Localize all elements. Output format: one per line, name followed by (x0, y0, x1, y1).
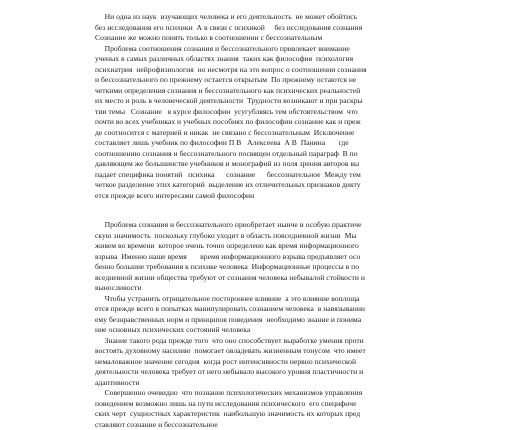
text-line: ставляют сознание и бессознательное (95, 420, 500, 430)
text-line: ученых в самых различных областях знания таких как философия психология (95, 54, 500, 65)
text-line: Проблема сознания и бессознательного приобретает нынче и особую практиче (95, 220, 500, 231)
text-line: ется прежде всего в попытках манипулировать сознанием человека в навязывании (95, 304, 500, 315)
text-line: составляет лишь учебник по философии П В Алексеева А В Панина где (95, 138, 500, 149)
paragraph-group-1 (95, 12, 500, 201)
text-line: Чтобы устранить отрицательное постороннее влияние а это влияние воплоща (95, 294, 500, 305)
text-line: четкими определения сознания и бессознательного как психических реальностей (95, 86, 500, 97)
text-line: ему безнравственных норм и принципов поведения необходимо знание и понима (95, 315, 500, 326)
text-line: Ни одна из наук изучающих человека и его деятельность не может обойтись (95, 12, 500, 23)
text-line: соотношению сознания и бессознательного посвящен отдельный параграф В по (95, 149, 500, 160)
text-line: де соотносится с материей и никак не связано с бессознательным Исключение (95, 128, 500, 139)
text-line: выносливости (95, 283, 500, 294)
text-line: бенно большие требования к психике человека Информационные процессы в по (95, 262, 500, 273)
text-line: деятельности человека требует от него небывало высокого уровня пластичности и (95, 367, 500, 378)
text-line: ских черт сущностных характеристик наибольшую значимость их которых пред (95, 409, 500, 420)
text-line: ется прежде всего интересами самой философии (95, 191, 500, 202)
text-line: вседневной жизни общества требуют от сознания человека небывалой стойкости и (95, 273, 500, 284)
text-line: скую значимость поскольку глубоко уходит в область повседневной жизни Мы (95, 231, 500, 242)
text-line: психиатрия нейрофизиология но несмотря на это вопрос о соотношении сознания (95, 65, 500, 76)
text-line: четкое разделение этих категорий выделение их отличительных признаков дикту (95, 180, 500, 191)
text-line: падает специфика понятий психика сознание бессознательное Между тем (95, 170, 500, 181)
text-line: Знание такого рода прежде того что оно способствует выработке умения проти (95, 336, 500, 347)
text-line: давляющем же большинстве учебников и монографий из поля зрения авторов вы (95, 159, 500, 170)
text-line: живем во времени которое очень точно определено как время информационного (95, 241, 500, 252)
text-line: Проблема соотношения сознания и бессознательного привлекает внимание (95, 44, 500, 55)
text-line: ние основных психических состояний человека (95, 325, 500, 336)
text-line: Совершенно очевидно что познание психологических механизмов управления (95, 388, 500, 399)
paragraph-group-2 (95, 220, 500, 430)
text-line: Сознание же можно понять только в соотношении с бессознательным (95, 33, 500, 44)
text-line: их место и роль в человеческой деятельности Трудности возникают и при раскры (95, 96, 500, 107)
text-line: немаловажное значение сегодня когда рост интенсивности нервно психической (95, 357, 500, 368)
text-line: и бессознательного по прежнему остается открытым По прежнему остаются не (95, 75, 500, 86)
document-text (95, 12, 500, 430)
text-line: почти во всех учебниках и учебных пособиях по философии сознание как и преж (95, 117, 500, 128)
text-line: без исследования его психики А в связи с психикой без исследования сознания (95, 23, 500, 34)
paragraph-gap (95, 201, 500, 220)
text-line: поведением возможно лишь на пути исследования психического его специфиче (95, 399, 500, 410)
text-line: востоять духовному насилию помогает овладевать жизненным тонусом что имеет (95, 346, 500, 357)
text-line: взрыва Именно наше время время информационного взрыва предъявляет осо (95, 252, 500, 263)
text-line: адаптивности (95, 378, 500, 389)
text-line: тии темы Сознание в курсе философии усугубляясь тем обстоятельством что (95, 107, 500, 118)
